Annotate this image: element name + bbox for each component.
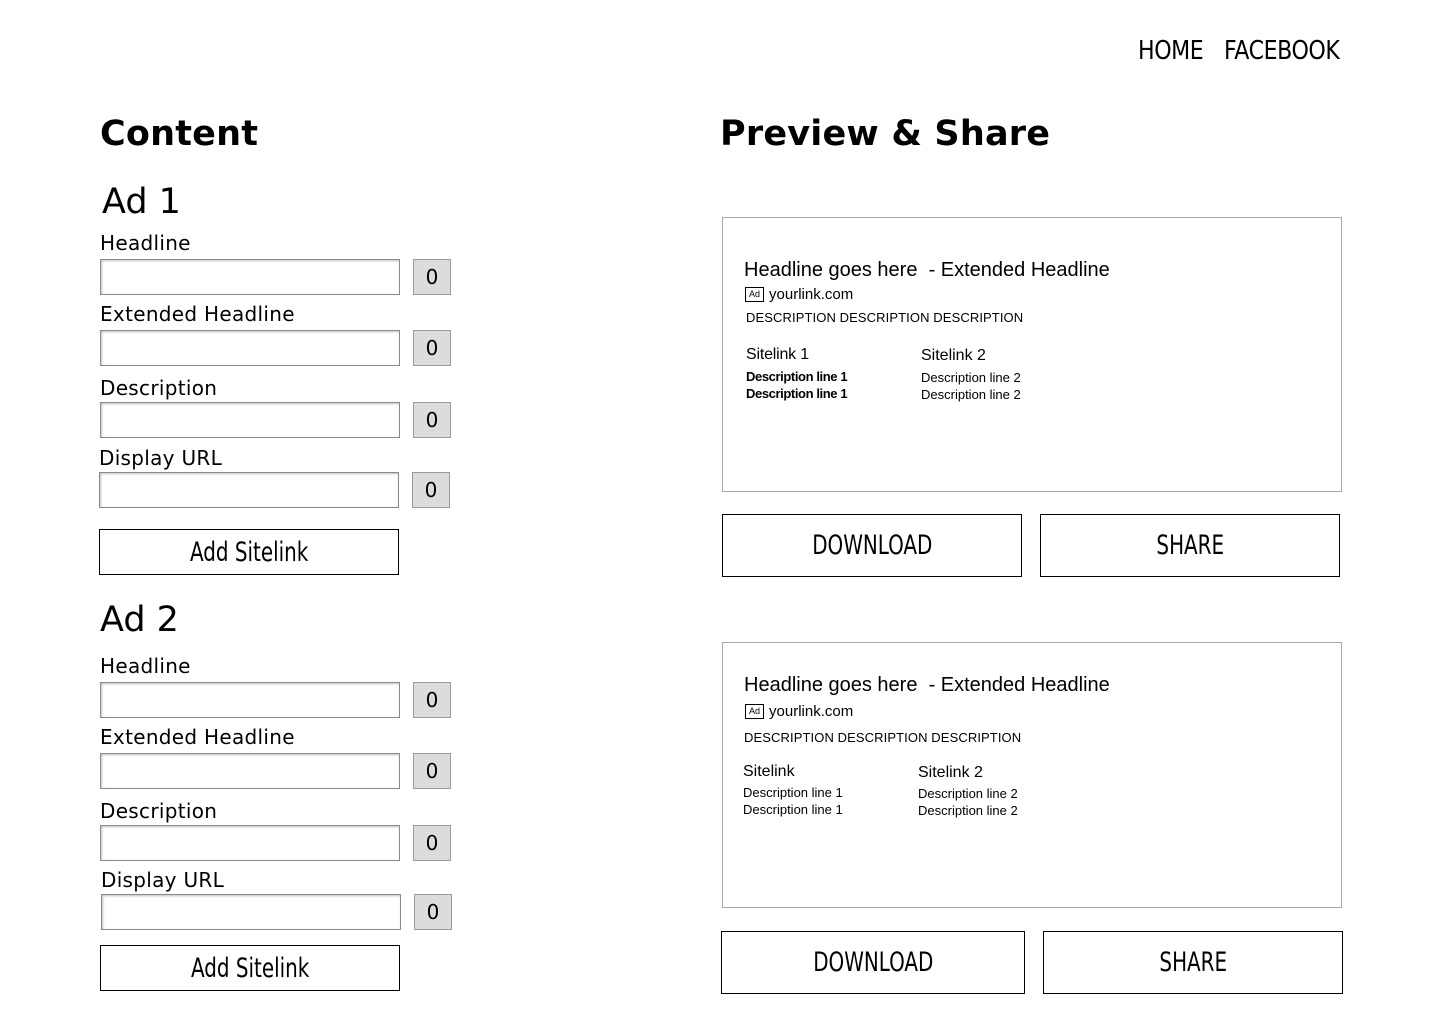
ad1-preview-sitelink-1-title: Sitelink 1 [746, 346, 809, 363]
ad1-preview-sitelink-2-line-1: Description line 2 [921, 370, 1021, 385]
ad1-preview-sitelink-2-line-2: Description line 2 [921, 387, 1021, 402]
ad1-preview-sitelink-2-title: Sitelink 2 [921, 347, 986, 364]
ad2-add-sitelink-button[interactable] [100, 945, 400, 991]
preview-section-title: Preview & Share [720, 114, 1051, 154]
ad2-add-sitelink-label: Add Sitelink [190, 952, 310, 984]
ad2-preview-description: DESCRIPTION DESCRIPTION DESCRIPTION [744, 730, 1022, 745]
ad2-description-char-count: 0 [413, 825, 451, 861]
ad2-preview-url-row [745, 703, 853, 720]
nav-home-link[interactable]: HOME [1138, 36, 1204, 66]
ad1-share-button[interactable] [1040, 514, 1340, 577]
ad1-extended-headline-input[interactable] [100, 330, 400, 366]
ad2-headline-char-count: 0 [413, 682, 451, 718]
ad2-preview-url: yourlink.com [769, 703, 854, 720]
ad1-headline-label: Headline [100, 231, 191, 255]
ad2-preview-sitelink-1-line-1: Description line 1 [743, 785, 843, 800]
ad2-display-url-label: Display URL [101, 868, 225, 892]
ad1-display-url-input[interactable] [99, 472, 399, 508]
ad2-headline-input[interactable] [100, 682, 400, 718]
ad2-extended-headline-input[interactable] [100, 753, 400, 789]
ad2-title: Ad 2 [100, 600, 179, 640]
ad1-headline-input[interactable] [100, 259, 400, 295]
ad1-add-sitelink-label: Add Sitelink [189, 536, 309, 568]
ad2-share-label: SHARE [1159, 947, 1227, 978]
ad1-preview-headline: Headline goes here - Extended Headline [744, 259, 1110, 281]
ad1-description-label: Description [100, 376, 218, 400]
ad1-preview-url: yourlink.com [769, 286, 854, 303]
ad1-display-url-char-count: 0 [412, 472, 450, 508]
ad2-preview-sitelink-2-line-2: Description line 2 [918, 803, 1018, 818]
ad1-title: Ad 1 [102, 182, 181, 222]
ad2-preview-headline: Headline goes here - Extended Headline [744, 674, 1110, 696]
ad2-preview-sitelink-2-title: Sitelink 2 [918, 764, 983, 781]
ad1-preview-sitelink-1-line-1: Description line 1 [746, 369, 848, 384]
ad1-display-url-label: Display URL [99, 446, 223, 470]
ad2-headline-label: Headline [100, 654, 191, 678]
ad1-description-input[interactable] [100, 402, 400, 438]
ad2-description-label: Description [100, 799, 218, 823]
ad2-preview-card [722, 642, 1342, 908]
ad2-share-button[interactable] [1043, 931, 1343, 994]
ad2-extended-headline-char-count: 0 [413, 753, 451, 789]
ad1-headline-char-count: 0 [413, 259, 451, 295]
ad2-display-url-input[interactable] [101, 894, 401, 930]
content-section-title: Content [100, 114, 259, 154]
ad2-preview-sitelink-1-line-2: Description line 1 [743, 802, 843, 817]
ad2-preview-sitelink-2-line-1: Description line 2 [918, 786, 1018, 801]
ad1-share-label: SHARE [1156, 530, 1224, 561]
ad1-extended-headline-label: Extended Headline [100, 302, 295, 326]
ad1-preview-sitelink-1-line-2: Description line 1 [746, 386, 848, 401]
ad2-preview-ad-badge: Ad [745, 704, 764, 719]
ad1-extended-headline-char-count: 0 [413, 330, 451, 366]
ad1-preview-card [722, 217, 1342, 492]
ad2-download-label: DOWNLOAD [812, 947, 934, 978]
ad1-description-char-count: 0 [413, 402, 451, 438]
ad1-preview-url-row [745, 286, 853, 303]
ad1-download-label: DOWNLOAD [811, 530, 933, 561]
ad2-display-url-char-count: 0 [414, 894, 452, 930]
ad2-extended-headline-label: Extended Headline [100, 725, 295, 749]
ad1-preview-ad-badge: Ad [745, 287, 764, 302]
ad2-download-button[interactable] [721, 931, 1025, 994]
ad2-description-input[interactable] [100, 825, 400, 861]
ad1-download-button[interactable] [722, 514, 1022, 577]
ad1-preview-description: DESCRIPTION DESCRIPTION DESCRIPTION [746, 310, 1024, 325]
ad1-add-sitelink-button[interactable] [99, 529, 399, 575]
nav-facebook-link[interactable]: FACEBOOK [1224, 36, 1340, 66]
ad2-preview-sitelink-1-title: Sitelink [743, 763, 795, 780]
